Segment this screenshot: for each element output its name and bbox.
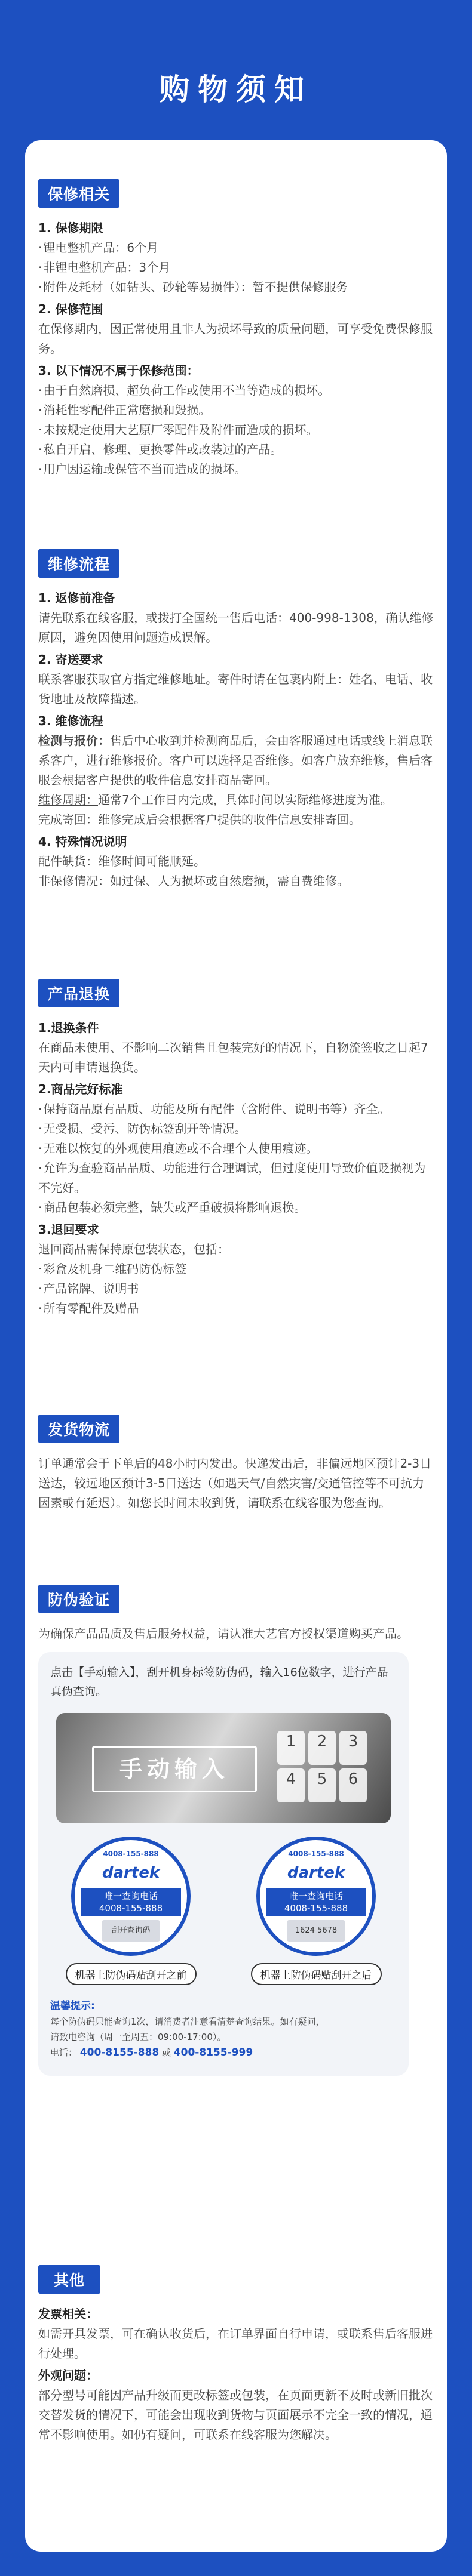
manual-input-label: 手动输入: [92, 1746, 257, 1792]
keypad-key: 3: [339, 1731, 367, 1765]
tips-phone-1[interactable]: 400-8155-888: [79, 2047, 160, 2059]
returns-standard-item: · 保持商品原有品质、功能及所有配件（含附件、说明书等）齐全。: [38, 1099, 434, 1119]
warranty-title: 保修相关: [38, 179, 119, 208]
verify-guide-box: [38, 1652, 409, 2076]
invoice-text: 如需开具发票，可在确认收货后，在订单界面自行申请，或联系售后客服进行处理。: [38, 2327, 433, 2361]
repair-inspect-text: 检测与报价：售后中心收到并检测商品后，会由客服通过电话或线上消息联系客户，进行维修报价。客户可以选择是否维修。如客户放弃维修，售后客服会根据客户提供的收件信息安排商品寄回。: [38, 734, 433, 787]
anti-fake-seal: [256, 1837, 376, 1956]
tips-or: 或: [161, 2047, 171, 2058]
shipping-section: [38, 1415, 434, 1513]
repair-special-heading: 4. 特殊情况说明: [38, 834, 127, 849]
invoice-heading: 发票相关：: [38, 2307, 98, 2321]
appearance-text: 部分型号可能因产品升级而更改标签或包装，在页面更新不及时或新旧批次交替发货的情况下，可能会出现收到货物与页面展示不完全一致的情况，通常不影响使用。如仍有疑问，可联系在线客服为您解决。: [38, 2388, 433, 2442]
seal-band: 唯一查询电话 4008-155-888: [266, 1888, 366, 1916]
warranty-exclusion-item: · 消耗性零配件正常磨损和毁损。: [38, 400, 434, 420]
keypad-key: 6: [339, 1768, 367, 1802]
warranty-period-item: · 非锂电整机产品：3个月: [38, 258, 434, 278]
repair-cycle-text: 维修周期：通常7个工作日内完成，具体时间以实际维修进度为准。: [38, 793, 393, 807]
returns-requirement-item: · 所有零配件及赠品: [38, 1299, 434, 1318]
seal-band: 唯一查询电话 4008-155-888: [81, 1888, 181, 1916]
repair-title: 维修流程: [38, 549, 119, 578]
warranty-exclusion-item: · 私自开启、修理、更换零件或改装过的产品。: [38, 440, 434, 460]
keypad-key: 5: [308, 1768, 336, 1802]
repair-inspect-label: 检测与报价：: [38, 734, 110, 748]
other-section: [38, 2265, 434, 2445]
warranty-section: [38, 179, 434, 479]
verify-guide-text: 点击【手动输入】，刮开机身标签防伪码，输入16位数字，进行产品真伪查询。: [50, 1666, 388, 1698]
repair-cycle-label: 维修周期：: [38, 793, 98, 807]
repair-shipping-heading: 2. 寄送要求: [38, 652, 103, 667]
seal-before-caption: 机器上防伪码贴刮开之前: [66, 1963, 197, 1985]
keypad-key: 2: [308, 1731, 336, 1765]
appearance-heading: 外观问题：: [38, 2368, 98, 2383]
returns-standard-item: · 无难以恢复的外观使用痕迹或不合理个人使用痕迹。: [38, 1139, 434, 1158]
returns-standard-item: · 无受损、受污、防伪标签刮开等情况。: [38, 1119, 434, 1139]
seal-scratch-area: 刮开查询码: [102, 1920, 160, 1942]
returns-section: [38, 979, 434, 1318]
seal-ring-text: 4008-155-888: [103, 1850, 159, 1858]
returns-condition-text: 在商品未使用、不影响二次销售且包装完好的情况下，自物流签收之日起7天内可申请退换货。: [38, 1040, 428, 1074]
seal-ring-text: 4008-155-888: [288, 1850, 344, 1858]
returns-requirement-item: · 彩盒及机身二维码防伪标签: [38, 1259, 434, 1279]
returns-condition-heading: 1.退换条件: [38, 1021, 99, 1035]
keypad-graphic: [277, 1731, 367, 1802]
seal-after: [229, 1837, 403, 1985]
repair-special-text: 配件缺货：维修时间可能顺延。: [38, 854, 206, 868]
seal-scratched-code: 1624 5678: [287, 1920, 345, 1942]
repair-return-text: 完成寄回：维修完成后会根据客户提供的收件信息安排寄回。: [38, 812, 361, 827]
warranty-period-item: · 锂电整机产品：6个月: [38, 238, 434, 258]
warranty-exclusion-item: · 由于自然磨损、超负荷工作或使用不当等造成的损坏。: [38, 381, 434, 400]
warranty-period-item: · 附件及耗材（如钻头、砂轮等易损件）：暂不提供保修服务: [38, 278, 434, 297]
shipping-text: 订单通常会于下单后的48小时内发出。快递发出后，非偏远地区预计2-3日送达，较远地区预计3-5日送达（如遇天气/自然灾害/交通管控等不可抗力因素或有延迟）。如您长时间未收到货，请联系在线客服为您查询。: [38, 1456, 432, 1510]
warranty-exclusion-item: · 用户因运输或保管不当而造成的损坏。: [38, 460, 434, 479]
returns-requirement-text: 退回商品需保持原包装状态，包括：: [38, 1242, 229, 1256]
returns-title: 产品退换: [38, 979, 119, 1007]
repair-shipping-text: 联系客服获取官方指定维修地址。寄件时请在包裹内附上：姓名、电话、收货地址及故障描述。: [38, 672, 433, 706]
warranty-exclusion-item: · 未按规定使用大艺原厂零配件及附件而造成的损坏。: [38, 420, 434, 440]
verify-intro-text: 为确保产品品质及售后服务权益，请认准大艺官方授权渠道购买产品。: [38, 1626, 409, 1641]
verify-section: [38, 1585, 434, 2076]
warranty-exclusion-heading: 3. 以下情况不属于保修范围：: [38, 363, 199, 378]
returns-standard-item: · 商品包装必须完整，缺失或严重破损将影响退换。: [38, 1198, 434, 1218]
manual-input-image: [56, 1713, 391, 1823]
keypad-key: 4: [277, 1768, 305, 1802]
other-title: 其他: [38, 2265, 100, 2294]
returns-requirement-item: · 产品铭牌、说明书: [38, 1279, 434, 1299]
seal-before: [44, 1837, 217, 1985]
seal-brand-logo: dartek: [102, 1864, 160, 1882]
seal-brand-logo: dartek: [287, 1864, 345, 1882]
repair-prep-heading: 1. 返修前准备: [38, 591, 115, 605]
repair-process-heading: 3. 维修流程: [38, 714, 103, 728]
tips-phone-2[interactable]: 400-8155-999: [173, 2047, 253, 2059]
tips-line: 每个防伪码只能查询1次，请消费者注意看清楚查询结果。如有疑问，: [50, 2016, 325, 2027]
repair-return-label: 完成寄回：: [38, 812, 98, 827]
page-title: 购物须知: [160, 72, 312, 107]
keypad-key: 1: [277, 1731, 305, 1765]
anti-fake-seal: [71, 1837, 191, 1956]
verify-title: 防伪验证: [38, 1585, 119, 1613]
tips-line: 请致电咨询（周一至周五：09:00-17:00）。: [50, 2032, 226, 2042]
content-card: [25, 140, 447, 2552]
tips-block: [38, 1998, 409, 2060]
returns-standard-heading: 2.商品完好标准: [38, 1082, 123, 1096]
repair-special-text: 非保修情况：如过保、人为损坏或自然磨损，需自费维修。: [38, 874, 349, 888]
returns-requirement-heading: 3.退回要求: [38, 1222, 99, 1237]
seal-after-caption: 机器上防伪码贴刮开之后: [251, 1963, 382, 1985]
tips-title: 温馨提示:: [50, 2000, 95, 2012]
warranty-scope-heading: 2. 保修范围: [38, 302, 103, 316]
warranty-period-heading: 1. 保修期限: [38, 221, 103, 235]
tips-phone-line: [50, 2045, 397, 2060]
repair-section: [38, 549, 434, 891]
warranty-scope-text: 在保修期内，因正常使用且非人为损坏导致的质量问题，可享受免费保修服务。: [38, 322, 433, 356]
returns-standard-item: · 允许为查验商品品质、功能进行合理调试，但过度使用导致价值贬损视为不完好。: [38, 1158, 434, 1198]
seal-examples: [38, 1837, 409, 1985]
tips-phone-label: 电话：: [50, 2047, 78, 2058]
shipping-title: 发货物流: [38, 1415, 119, 1443]
repair-prep-text: 请先联系在线客服，或拨打全国统一售后电话：400-998-1308，确认维修原因，避免因使用问题造成误解。: [38, 611, 434, 645]
